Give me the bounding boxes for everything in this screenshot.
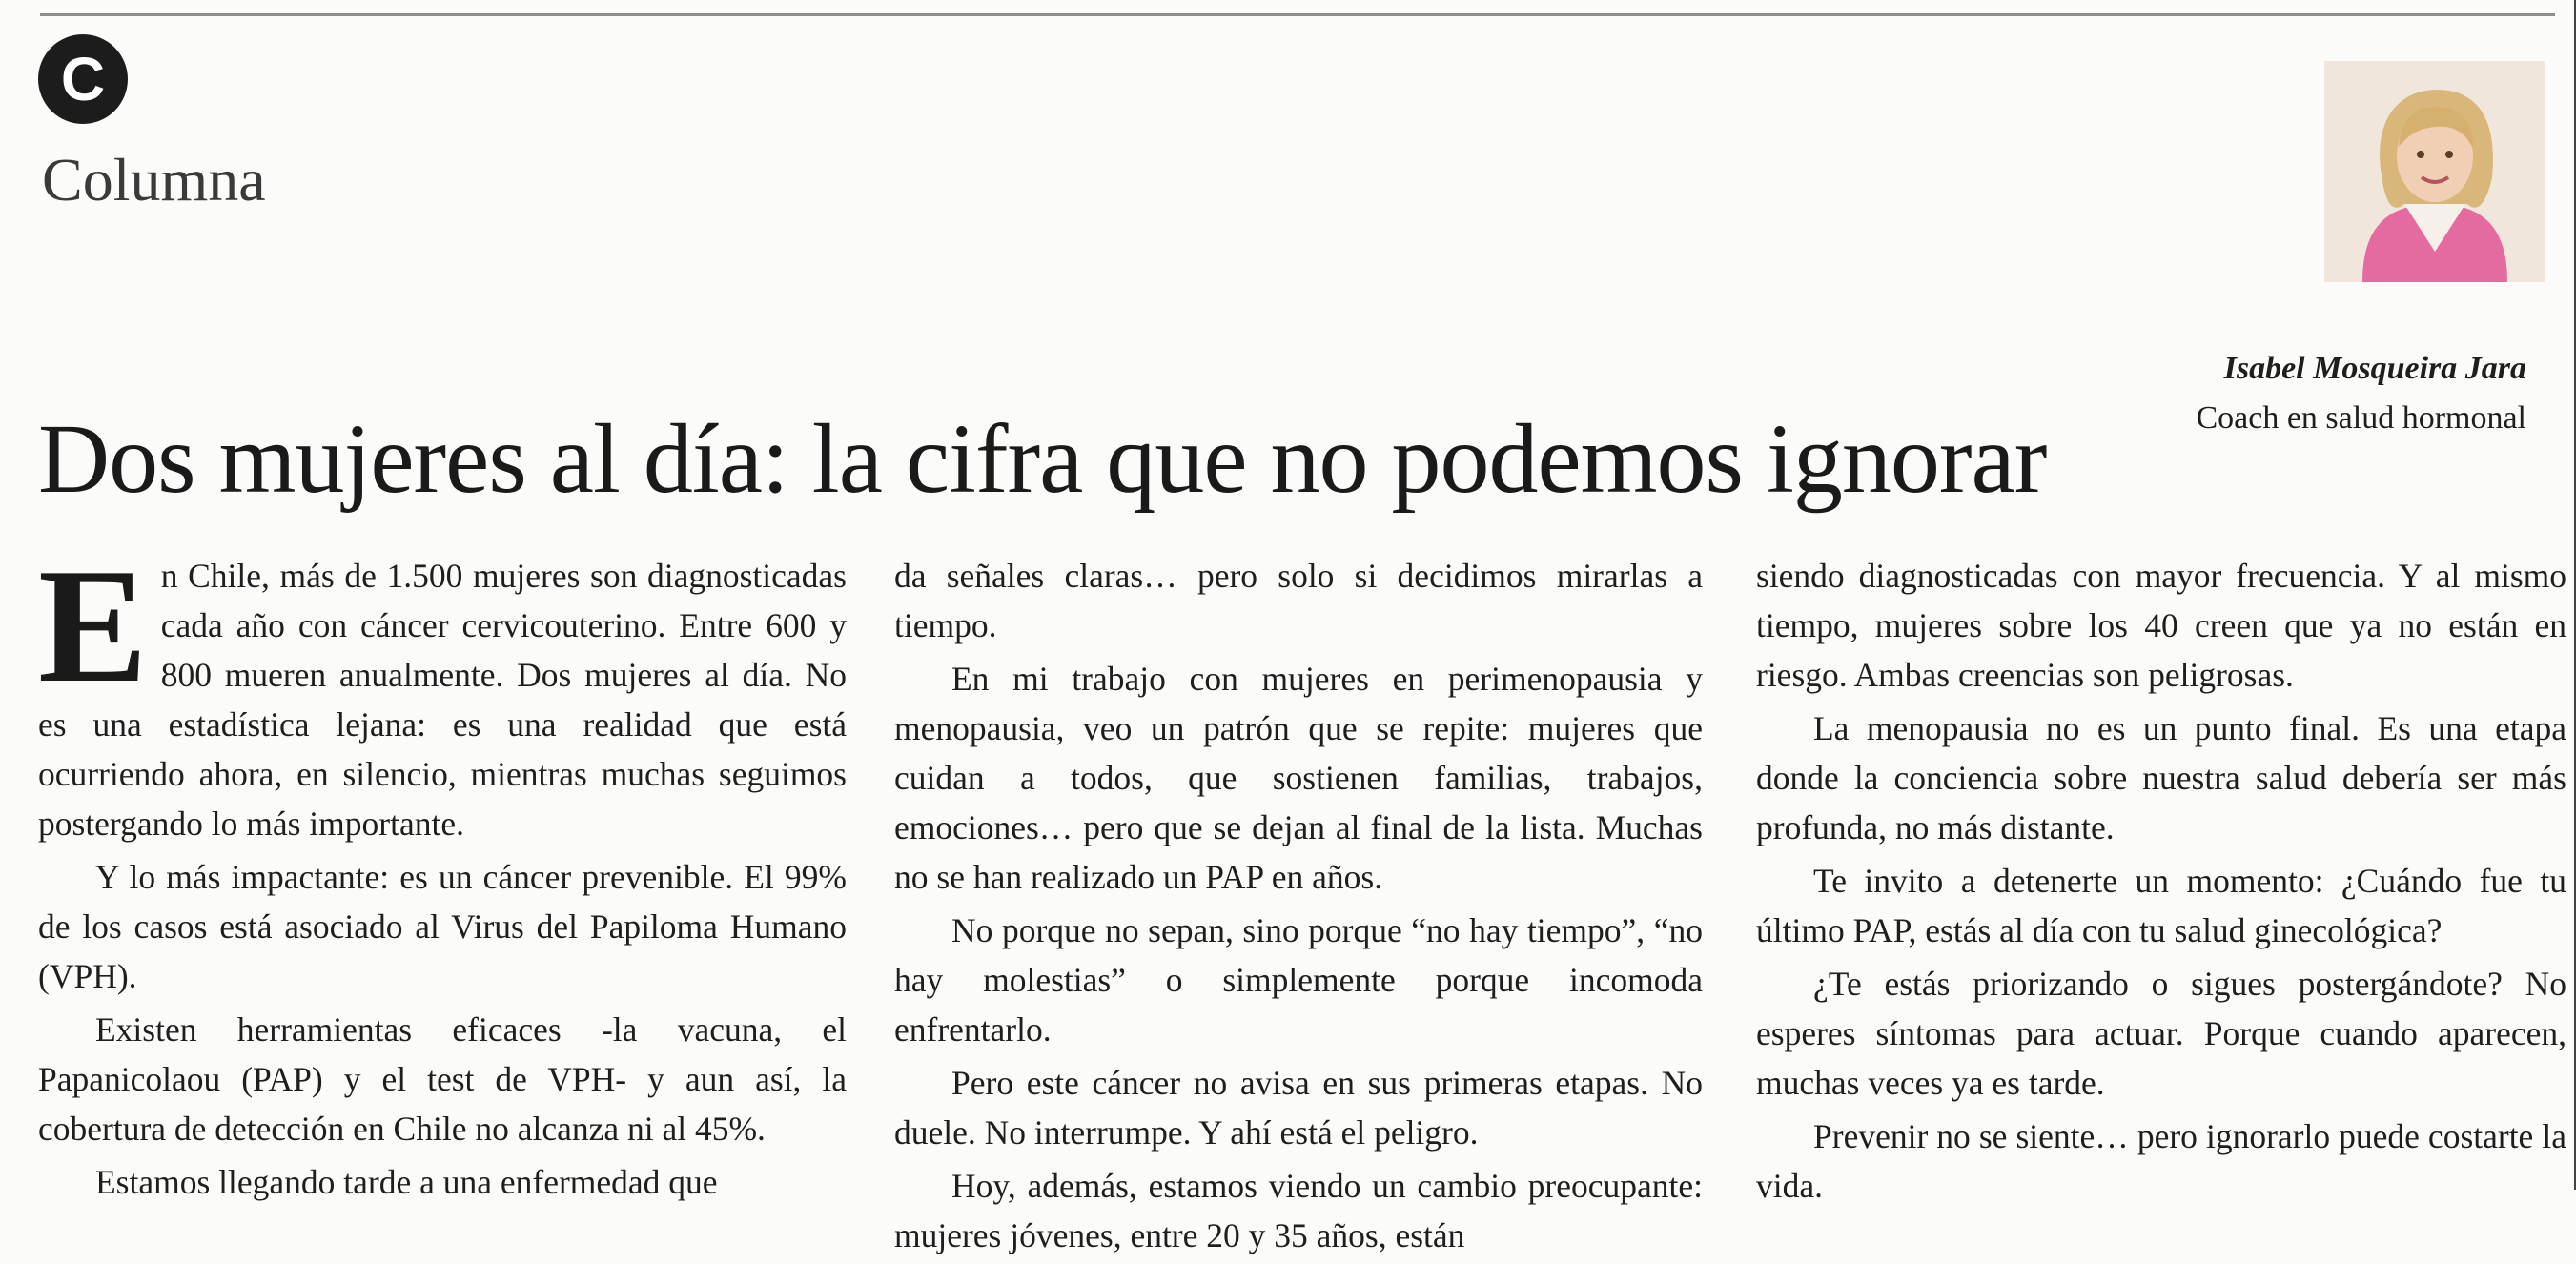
paragraph: Existen herramientas eficaces -la vacuna, el Papanicolaou (PAP) y el test de VPH- y aun así, la cobertura de detección en Chile no alcanza ni al 45%. xyxy=(38,1010,847,1148)
paragraph: Y lo más impactante: es un cáncer prevenible. El 99% de los casos está asociado al Virus del Papiloma Humano (VPH). xyxy=(38,858,847,995)
paragraph: Prevenir no se siente… pero ignorarlo puede costarte la vida. xyxy=(1756,1117,2566,1205)
author-name: Isabel Mosqueira Jara xyxy=(2223,351,2526,386)
paragraph: En Chile, más de 1.500 mujeres son diagnosticadas cada año con cáncer cervicouterino. Entre 600 y 800 mueren anualmente. Dos mujeres al día. No es una estadística lejana: es una realidad que está ocurriendo ahora, en silencio, mientras muchas seguimos postergando lo más importante. xyxy=(38,536,847,843)
paragraph: siendo diagnosticadas con mayor frecuencia. Y al mismo tiempo, mujeres sobre los 40 creen que ya no están en riesgo. Ambas creencias son peligrosas. xyxy=(1756,557,2566,694)
drop-cap: E xyxy=(38,536,148,717)
article-column-3 xyxy=(1756,551,2566,1214)
paragraph: No porque no sepan, sino porque “no hay tiempo”, “no hay molestias” o simplemente porque incomoda enfrentarlo. xyxy=(894,911,1703,1049)
paragraph: ¿Te estás priorizando o sigues postergándote? No esperes síntomas para actuar. Porque cuando aparecen, muchas veces ya es tarde. xyxy=(1756,965,2566,1102)
paragraph: Te invito a detenerte un momento: ¿Cuándo fue tu último PAP, estás al día con tu salud ginecológica? xyxy=(1756,862,2566,949)
author-byline xyxy=(1859,0,2526,458)
article-column-1 xyxy=(38,536,847,1211)
paragraph: Hoy, además, estamos viendo un cambio preocupante: mujeres jóvenes, entre 20 y 35 años, están xyxy=(894,1167,1703,1254)
paragraph: da señales claras… pero solo si decidimos mirarlas a tiempo. xyxy=(894,557,1703,644)
section-badge-icon: C xyxy=(38,34,128,124)
author-role: Coach en salud hormonal xyxy=(2196,400,2526,436)
headline: Dos mujeres al día: la cifra que no podemos ignorar xyxy=(38,404,2047,514)
article-column-2 xyxy=(894,551,1703,1264)
section-label: Columna xyxy=(42,146,266,214)
paragraph: En mi trabajo con mujeres en perimenopausia y menopausia, veo un patrón que se repite: mujeres que cuidan a todos, que sostienen familias, trabajos, emociones… pero que se dejan al final de la lista. Muchas no se han realizado un PAP en años. xyxy=(894,660,1703,896)
paragraph: Pero este cáncer no avisa en sus primeras etapas. No duele. No interrumpe. Y ahí está el peligro. xyxy=(894,1064,1703,1152)
paragraph: Estamos llegando tarde a una enfermedad que xyxy=(95,1163,718,1201)
paragraph: La menopausia no es un punto final. Es una etapa donde la conciencia sobre nuestra salud debería ser más profunda, no más distante. xyxy=(1756,709,2566,846)
